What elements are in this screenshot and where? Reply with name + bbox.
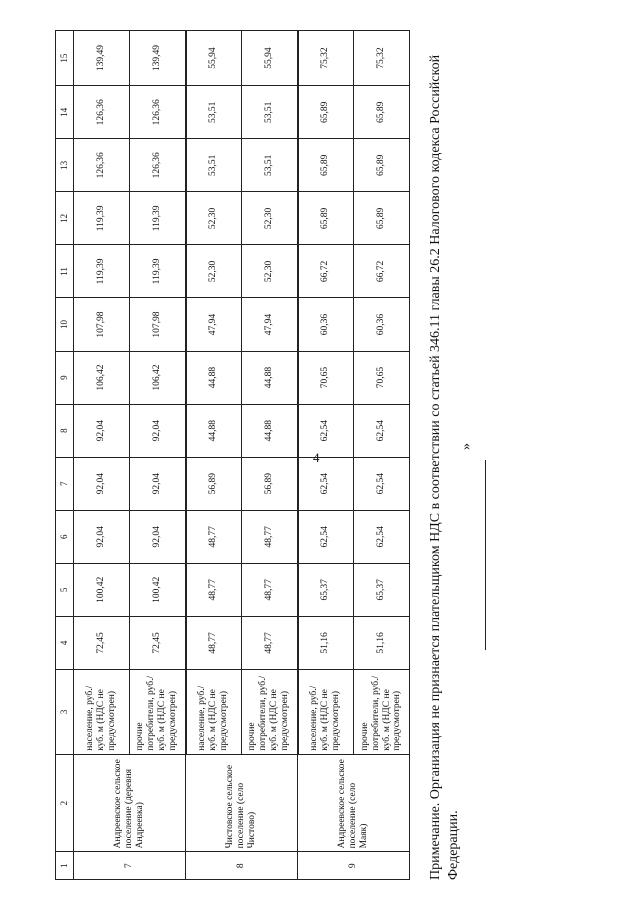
rotated-page-content bbox=[55, 30, 515, 880]
tariff-value: 53,51 bbox=[242, 139, 298, 192]
tariff-value: 65,89 bbox=[354, 86, 410, 139]
row-number: 7 bbox=[74, 852, 186, 880]
header-row bbox=[56, 31, 74, 880]
tariff-value: 72,45 bbox=[130, 616, 186, 669]
tariff-value: 51,16 bbox=[354, 616, 410, 669]
tariff-value: 126,36 bbox=[74, 139, 130, 192]
consumer-category: прочие потребители, руб./куб. м (НДС не предусмотрен) bbox=[130, 669, 186, 754]
consumer-category: прочие потребители, руб./куб. м (НДС не предусмотрен) bbox=[242, 669, 298, 754]
tariff-value: 92,04 bbox=[130, 457, 186, 510]
consumer-category: население, руб./куб. м (НДС не предусмотрен) bbox=[186, 669, 242, 754]
tariff-value: 52,30 bbox=[186, 192, 242, 245]
tariff-value: 44,88 bbox=[242, 404, 298, 457]
tariff-value: 119,39 bbox=[74, 192, 130, 245]
tariff-value: 100,42 bbox=[130, 563, 186, 616]
tariff-value: 65,37 bbox=[298, 563, 354, 616]
tariff-value: 107,98 bbox=[74, 298, 130, 351]
tariff-value: 126,36 bbox=[130, 86, 186, 139]
header-cell: 15 bbox=[56, 31, 74, 86]
consumer-category: прочие потребители, руб./куб. м (НДС не предусмотрен) bbox=[354, 669, 410, 754]
tariff-value: 92,04 bbox=[130, 510, 186, 563]
table-row bbox=[186, 31, 242, 880]
header-cell: 10 bbox=[56, 298, 74, 351]
tariff-value: 92,04 bbox=[74, 404, 130, 457]
tariff-value: 92,04 bbox=[74, 457, 130, 510]
tariff-value: 62,54 bbox=[298, 510, 354, 563]
tariff-value: 75,32 bbox=[354, 31, 410, 86]
tariff-value: 65,89 bbox=[298, 86, 354, 139]
tariff-value: 92,04 bbox=[74, 510, 130, 563]
tariff-value: 55,94 bbox=[186, 31, 242, 86]
tariff-value: 56,89 bbox=[186, 457, 242, 510]
settlement-name: Андреевское сельское поселение (деревня Андреевка) bbox=[74, 754, 186, 852]
tariff-value: 53,51 bbox=[186, 139, 242, 192]
tariff-value: 139,49 bbox=[130, 31, 186, 86]
header-cell: 5 bbox=[56, 563, 74, 616]
tariff-value: 60,36 bbox=[298, 298, 354, 351]
closing-quote-mark: » bbox=[459, 443, 474, 450]
header-cell: 4 bbox=[56, 616, 74, 669]
closing-rule-line bbox=[475, 460, 486, 650]
consumer-category: население, руб./куб. м (НДС не предусмотрен) bbox=[298, 669, 354, 754]
settlement-name: Андреевское сельское поселение (село Маяк) bbox=[298, 754, 410, 852]
tariff-value: 53,51 bbox=[242, 86, 298, 139]
tariff-value: 44,88 bbox=[242, 351, 298, 404]
tariff-value: 65,89 bbox=[354, 139, 410, 192]
header-cell: 12 bbox=[56, 192, 74, 245]
tariff-value: 56,89 bbox=[242, 457, 298, 510]
tariff-value: 52,30 bbox=[242, 192, 298, 245]
tariff-value: 66,72 bbox=[298, 245, 354, 298]
settlement-name: Чистовское сельское поселение (село Чистово) bbox=[186, 754, 298, 852]
tariff-value: 44,88 bbox=[186, 404, 242, 457]
tariff-value: 62,54 bbox=[354, 457, 410, 510]
consumer-category: население, руб./куб. м (НДС не предусмотрен) bbox=[74, 669, 130, 754]
tariff-value: 51,16 bbox=[298, 616, 354, 669]
tariff-value: 65,89 bbox=[298, 139, 354, 192]
table-row bbox=[298, 31, 354, 880]
row-number: 9 bbox=[298, 852, 410, 880]
tariff-value: 72,45 bbox=[74, 616, 130, 669]
tariff-value: 92,04 bbox=[130, 404, 186, 457]
tariff-value: 100,42 bbox=[74, 563, 130, 616]
tariff-value: 48,77 bbox=[186, 563, 242, 616]
tariff-value: 119,39 bbox=[130, 192, 186, 245]
header-cell: 2 bbox=[56, 754, 74, 852]
tariff-value: 48,77 bbox=[242, 510, 298, 563]
table-row bbox=[242, 31, 298, 880]
tariff-value: 66,72 bbox=[354, 245, 410, 298]
tariff-value: 62,54 bbox=[298, 457, 354, 510]
tariff-value: 126,36 bbox=[130, 139, 186, 192]
tariff-value: 48,77 bbox=[242, 563, 298, 616]
tariff-value: 70,65 bbox=[354, 351, 410, 404]
row-number: 8 bbox=[186, 852, 298, 880]
tariff-value: 53,51 bbox=[186, 86, 242, 139]
tariff-value: 60,36 bbox=[354, 298, 410, 351]
tariff-value: 55,94 bbox=[242, 31, 298, 86]
tariff-value: 48,77 bbox=[186, 510, 242, 563]
tariff-value: 47,94 bbox=[242, 298, 298, 351]
header-cell: 13 bbox=[56, 139, 74, 192]
tariff-value: 106,42 bbox=[74, 351, 130, 404]
header-cell: 14 bbox=[56, 86, 74, 139]
tariff-table bbox=[55, 30, 410, 880]
page-number: 4 bbox=[313, 450, 320, 465]
tariff-value: 65,89 bbox=[354, 192, 410, 245]
table-row bbox=[354, 31, 410, 880]
tariff-value: 47,94 bbox=[186, 298, 242, 351]
tariff-value: 65,37 bbox=[354, 563, 410, 616]
header-cell: 8 bbox=[56, 404, 74, 457]
tariff-value: 62,54 bbox=[354, 404, 410, 457]
tariff-value: 62,54 bbox=[354, 510, 410, 563]
header-cell: 6 bbox=[56, 510, 74, 563]
tariff-value: 52,30 bbox=[242, 245, 298, 298]
header-cell: 3 bbox=[56, 669, 74, 754]
tariff-value: 106,42 bbox=[130, 351, 186, 404]
tariff-value: 139,49 bbox=[74, 31, 130, 86]
tariff-value: 44,88 bbox=[186, 351, 242, 404]
header-cell: 11 bbox=[56, 245, 74, 298]
tariff-value: 107,98 bbox=[130, 298, 186, 351]
tariff-value: 126,36 bbox=[74, 86, 130, 139]
header-cell: 7 bbox=[56, 457, 74, 510]
tariff-value: 65,89 bbox=[298, 192, 354, 245]
header-cell: 9 bbox=[56, 351, 74, 404]
tariff-value: 52,30 bbox=[186, 245, 242, 298]
tariff-value: 48,77 bbox=[186, 616, 242, 669]
footnote: Примечание. Организация не признается плательщиком НДС в соответствии со статьей 346.11 главы 26.2 Налогового кодекса Российской Федерации. bbox=[428, 54, 461, 880]
tariff-value: 119,39 bbox=[74, 245, 130, 298]
tariff-value: 48,77 bbox=[242, 616, 298, 669]
header-cell: 1 bbox=[56, 852, 74, 880]
tariff-value: 70,65 bbox=[298, 351, 354, 404]
tariff-value: 62,54 bbox=[298, 404, 354, 457]
tariff-value: 75,32 bbox=[298, 31, 354, 86]
table-row bbox=[130, 31, 186, 880]
tariff-value: 119,39 bbox=[130, 245, 186, 298]
table-row bbox=[74, 31, 130, 880]
